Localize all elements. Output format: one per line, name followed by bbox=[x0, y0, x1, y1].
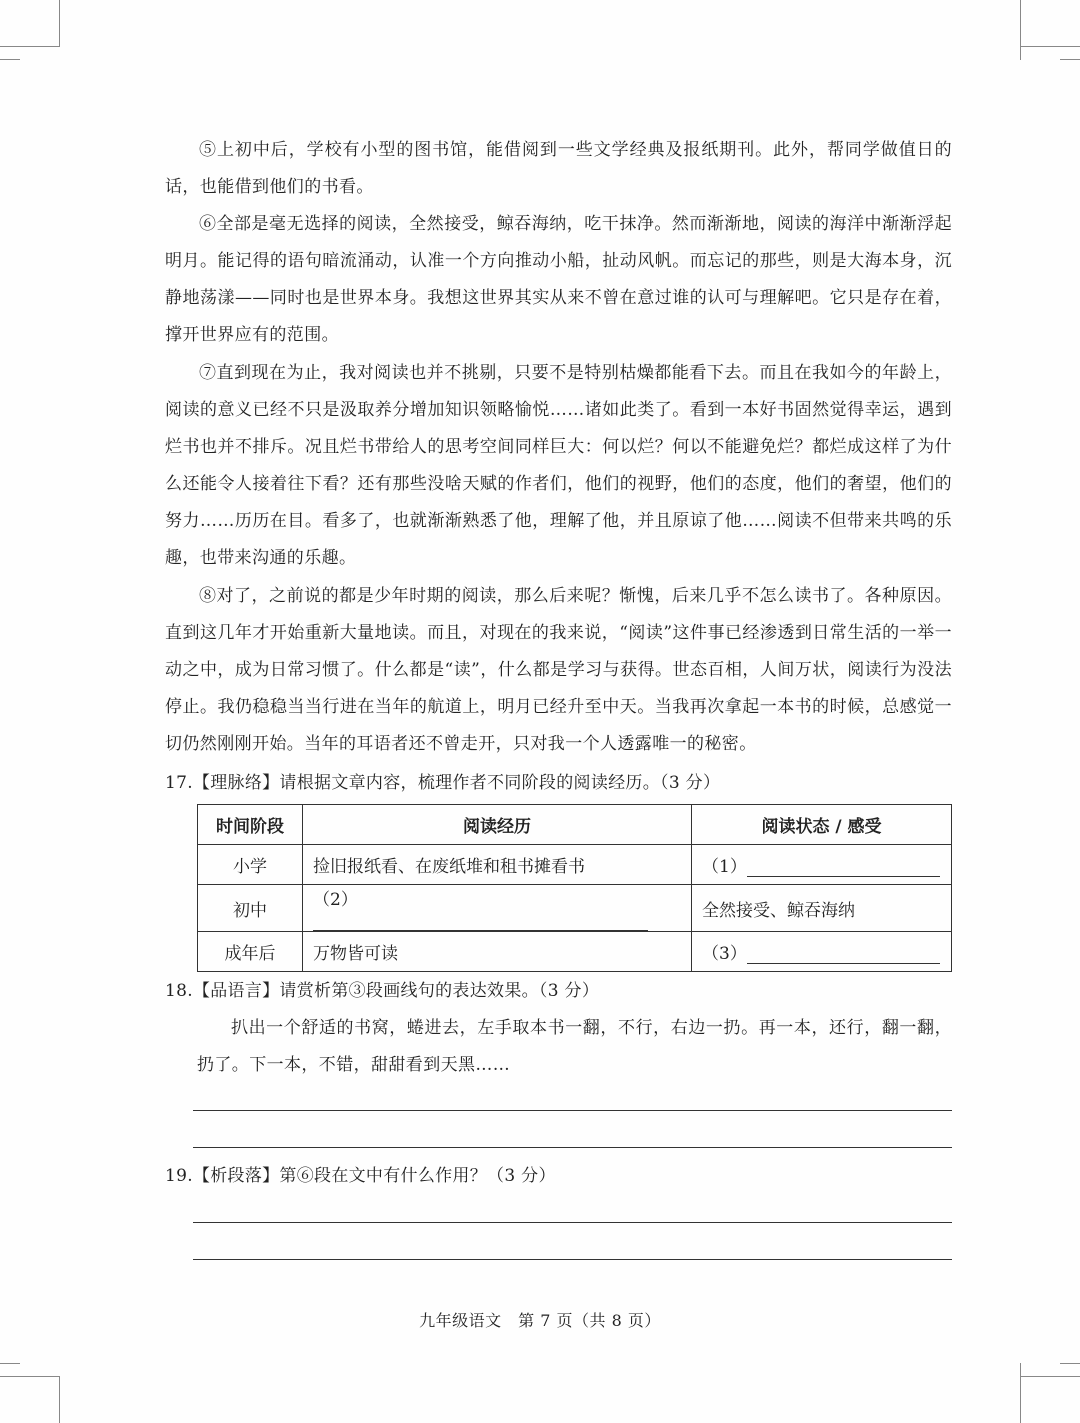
table-header: 阅读经历 bbox=[303, 805, 692, 845]
crop-mark bbox=[1060, 59, 1080, 60]
crop-mark bbox=[1020, 0, 1021, 60]
experience-cell: 万物皆可读 bbox=[303, 932, 692, 972]
crop-mark bbox=[59, 0, 60, 47]
reading-experience-table bbox=[197, 804, 952, 972]
paragraph-7: ⑦直到现在为止，我对阅读也并不挑剔，只要不是特别枯燥都能看下去。而且在我如今的年龄上，阅读的意义已经不只是汲取养分增加知识领略愉悦……诸如此类了。看到一本好书固然觉得幸运，遇到烂书也并不排斥。况且烂书带给人的思考空间同样巨大：何以烂？何以不能避免烂？都烂成这样了为什么还能令人接着往下看？还有那些没啥天赋的作者们，他们的视野，他们的态度，他们的奢望，他们的努力……历历在目。看多了，也就渐渐熟悉了他，理解了他，并且原谅了他……阅读不但带来共鸣的乐趣，也带来沟通的乐趣。 bbox=[165, 363, 952, 568]
crop-mark bbox=[0, 46, 59, 47]
paragraph-8: ⑧对了，之前说的都是少年时期的阅读，那么后来呢？惭愧，后来几乎不怎么读书了。各种原因。直到这几年才开始重新大量地读。而且，对现在的我来说，“阅读”这件事已经渗透到日常生活的一举一动之中，成为日常习惯了。什么都是“读”，什么都是学习与获得。世态百相，人间万状，阅读行为没法停止。我仍稳稳当当行进在当年的航道上，明月已经升至中天。当我再次拿起一本书的时候，总感觉一切仍然刚刚开始。当年的耳语者还不曾走开，只对我一个人透露唯一的秘密。 bbox=[165, 586, 952, 754]
answer-line[interactable] bbox=[193, 1222, 952, 1223]
blank-label: （1） bbox=[702, 857, 747, 877]
table-row bbox=[198, 932, 952, 972]
crop-mark bbox=[1060, 1363, 1080, 1364]
feeling-cell: 全然接受、鲸吞海纳 bbox=[692, 885, 952, 932]
crop-mark bbox=[1020, 1376, 1080, 1377]
feeling-cell bbox=[692, 845, 952, 885]
answer-line[interactable] bbox=[193, 1110, 952, 1111]
page-footer: 九年级语文 第 7 页（共 8 页） bbox=[419, 1311, 661, 1330]
crop-mark bbox=[1020, 1363, 1021, 1423]
crop-mark bbox=[59, 1376, 60, 1423]
experience-cell: 捡旧报纸看、在废纸堆和租书摊看书 bbox=[303, 845, 692, 885]
answer-line[interactable] bbox=[193, 1147, 952, 1148]
paragraph-6: ⑥全部是毫无选择的阅读，全然接受，鲸吞海纳，吃干抹净。然而渐渐地，阅读的海洋中渐渐浮起明月。能记得的语句暗流涌动，认准一个方向推动小船，扯动风帆。而忘记的那些，则是大海本身，沉静地荡漾——同时也是世界本身。我想这世界其实从来不曾在意过谁的认可与理解吧。它只是存在着，撑开世界应有的范围。 bbox=[165, 214, 952, 345]
stage-cell: 初中 bbox=[198, 885, 303, 932]
paragraph-5: ⑤上初中后，学校有小型的图书馆，能借阅到一些文学经典及报纸期刊。此外，帮同学做值日的话，也能借到他们的书看。 bbox=[165, 140, 952, 197]
question-18: 18.【品语言】请赏析第③段画线句的表达效果。（3 分） bbox=[165, 981, 600, 1001]
answer-blank[interactable] bbox=[313, 910, 648, 931]
crop-mark bbox=[0, 1363, 20, 1364]
question-19: 19.【析段落】第⑥段在文中有什么作用？（3 分） bbox=[165, 1166, 556, 1186]
crop-mark bbox=[0, 1376, 59, 1377]
table-row bbox=[198, 885, 952, 932]
table-header: 时间阶段 bbox=[198, 805, 303, 845]
crop-mark bbox=[0, 59, 20, 60]
crop-mark bbox=[1020, 46, 1080, 47]
blank-label: （2） bbox=[313, 890, 358, 910]
feeling-cell bbox=[692, 932, 952, 972]
table-row bbox=[198, 845, 952, 885]
table-header-row bbox=[198, 805, 952, 845]
stage-cell: 成年后 bbox=[198, 932, 303, 972]
question-17: 17.【理脉络】请根据文章内容，梳理作者不同阶段的阅读经历。（3 分） bbox=[165, 773, 721, 793]
answer-line[interactable] bbox=[193, 1259, 952, 1260]
quoted-sentence: 扒出一个舒适的书窝，蜷进去，左手取本书一翻，不行，右边一扔。再一本，还行，翻一翻，扔了。下一本，不错，甜甜看到天黑…… bbox=[197, 1018, 952, 1075]
answer-blank[interactable] bbox=[747, 856, 940, 877]
table-header: 阅读状态 / 感受 bbox=[692, 805, 952, 845]
blank-label: （3） bbox=[702, 944, 747, 964]
experience-cell bbox=[303, 885, 692, 932]
answer-blank[interactable] bbox=[747, 943, 940, 964]
stage-cell: 小学 bbox=[198, 845, 303, 885]
